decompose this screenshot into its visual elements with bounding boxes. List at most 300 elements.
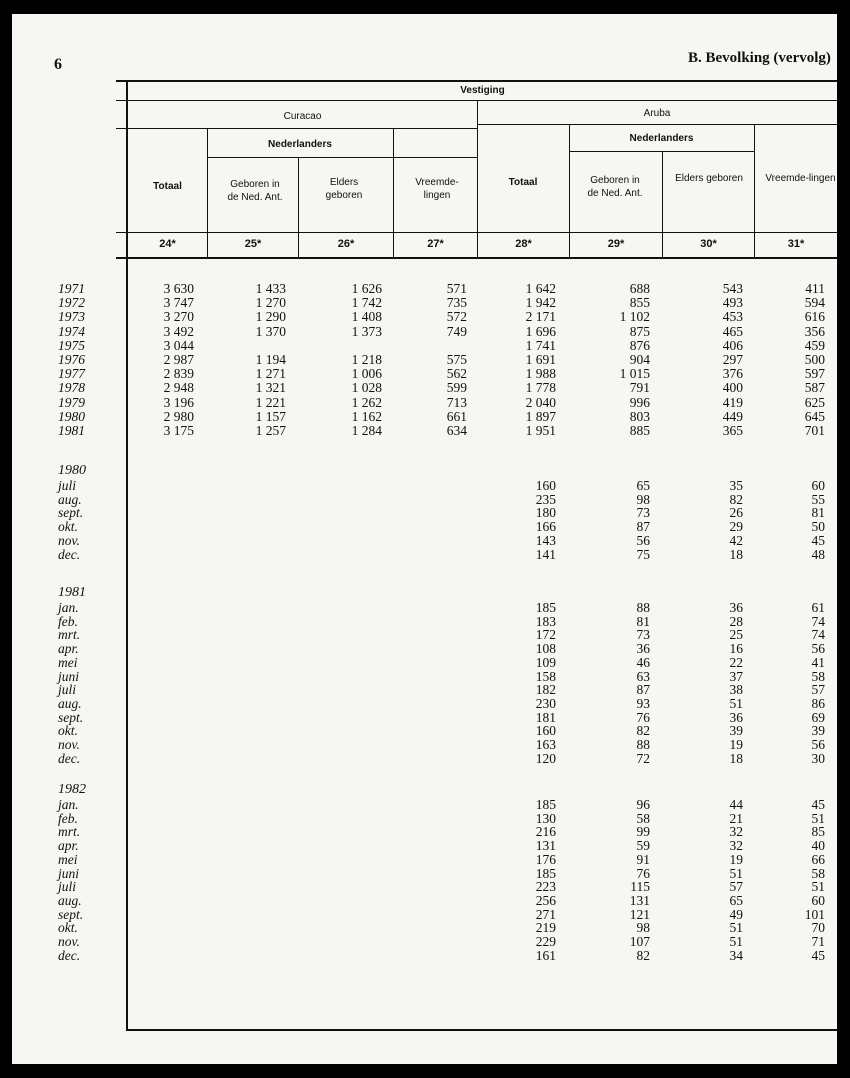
- column-number: 30*: [700, 238, 717, 250]
- curacao-rule: [116, 128, 477, 129]
- table-cell: 22: [729, 654, 743, 670]
- table-cell: 28: [729, 613, 743, 629]
- table-cell: 65: [729, 892, 743, 908]
- table-cell: 141: [535, 546, 556, 562]
- row-label: okt.: [58, 920, 78, 936]
- table-cell: 44: [729, 797, 743, 812]
- table-cell: 56: [636, 532, 650, 548]
- table-cell: 82: [636, 947, 650, 963]
- table-cell: 56: [811, 641, 825, 657]
- table-cell: 3 270: [163, 309, 194, 325]
- table-cell: 39: [729, 723, 743, 739]
- table-row: [12, 825, 837, 839]
- header-geboren-curacao: Geboren in de Ned. Ant.: [227, 179, 283, 203]
- table-cell: 51: [729, 934, 743, 949]
- table-cell: 1 642: [525, 281, 556, 296]
- table-cell: 131: [629, 892, 650, 908]
- table-cell: 219: [535, 920, 556, 936]
- table-cell: 81: [811, 505, 825, 521]
- table-row: [12, 410, 837, 424]
- row-label: nov.: [58, 934, 80, 949]
- section-title: B. Bevolking (vervolg): [688, 50, 831, 66]
- table-cell: 419: [722, 394, 743, 410]
- table-cell: 30: [811, 750, 825, 766]
- table-cell: 45: [811, 532, 825, 548]
- row-label: jan.: [58, 797, 79, 812]
- table-cell: 1 290: [255, 309, 286, 325]
- table-cell: 51: [729, 865, 743, 881]
- table-row: [12, 520, 837, 534]
- table-row: [12, 282, 837, 296]
- column-number: 29*: [607, 238, 625, 250]
- table-cell: 1 270: [255, 295, 286, 311]
- vline-4: [477, 100, 478, 258]
- table-cell: 45: [811, 797, 825, 812]
- table-cell: 904: [629, 352, 650, 367]
- row-label: 1978: [58, 380, 85, 396]
- row-label: sept.: [58, 906, 84, 922]
- row-label: juli: [58, 879, 77, 895]
- table-cell: 571: [446, 281, 467, 296]
- table-cell: 88: [636, 737, 650, 752]
- table-row: [12, 615, 837, 629]
- ned-cur-rule: [207, 157, 477, 158]
- table-cell: 19: [729, 737, 743, 752]
- table-cell: 93: [636, 695, 650, 711]
- table-cell: 185: [535, 865, 556, 881]
- row-label: aug.: [58, 892, 82, 908]
- table-cell: 58: [811, 668, 825, 684]
- table-cell: 51: [729, 695, 743, 711]
- table-row: [12, 534, 837, 548]
- table-cell: 81: [636, 613, 650, 629]
- table-cell: 688: [629, 281, 650, 296]
- row-label: dec.: [58, 947, 81, 963]
- table-row: [12, 752, 837, 766]
- table-cell: 356: [804, 323, 825, 339]
- table-cell: 2 980: [163, 408, 194, 424]
- table-cell: 120: [535, 750, 556, 766]
- table-cell: 32: [729, 838, 743, 854]
- header-curacao: Curacao: [283, 111, 322, 122]
- row-label: aug.: [58, 491, 82, 507]
- table-row: [12, 506, 837, 520]
- row-label: dec.: [58, 546, 81, 562]
- table-row: [12, 853, 837, 867]
- table-cell: 96: [636, 797, 650, 812]
- table-cell: 1 897: [525, 408, 556, 424]
- table-row: [12, 894, 837, 908]
- table-row: [12, 812, 837, 826]
- table-cell: 1 373: [351, 323, 382, 339]
- table-cell: 1 370: [255, 323, 286, 339]
- block-year: 1981: [58, 585, 86, 600]
- table-cell: 29: [729, 519, 743, 535]
- table-cell: 365: [722, 423, 743, 438]
- table-cell: 235: [535, 491, 556, 507]
- table-cell: 121: [629, 906, 650, 922]
- table-cell: 51: [811, 810, 825, 826]
- table-cell: 57: [729, 879, 743, 895]
- table-row: [12, 935, 837, 949]
- table-cell: 40: [811, 838, 825, 854]
- row-label: juli: [58, 478, 77, 493]
- table-cell: 107: [629, 934, 650, 949]
- table-cell: 166: [535, 519, 556, 535]
- table-cell: 701: [804, 423, 825, 438]
- table-cell: 575: [446, 352, 467, 367]
- table-cell: 115: [630, 879, 650, 895]
- table-cell: 855: [629, 295, 650, 311]
- row-label: 1972: [58, 295, 85, 311]
- row-label: 1974: [58, 323, 85, 339]
- table-row: [12, 656, 837, 670]
- table-cell: 74: [811, 613, 825, 629]
- row-label: feb.: [58, 810, 78, 826]
- table-row: [12, 683, 837, 697]
- table-row: [12, 908, 837, 922]
- column-number: 28*: [515, 238, 532, 250]
- row-label: mei: [58, 851, 78, 867]
- table-row: [12, 711, 837, 725]
- table-cell: 130: [535, 810, 556, 826]
- header-totaal-curacao: Totaal: [153, 181, 182, 192]
- table-row: [12, 310, 837, 324]
- table-cell: 1 951: [525, 423, 556, 438]
- table-cell: 131: [535, 838, 556, 854]
- table-cell: 51: [729, 920, 743, 936]
- table-cell: 599: [446, 380, 467, 396]
- table-cell: 1 162: [351, 408, 382, 424]
- row-label: sept.: [58, 709, 84, 725]
- table-cell: 803: [629, 408, 650, 424]
- row-label: nov.: [58, 737, 80, 752]
- table-cell: 1 742: [351, 295, 382, 311]
- row-label: mrt.: [58, 627, 81, 643]
- table-cell: 87: [636, 519, 650, 535]
- table-cell: 61: [811, 600, 825, 615]
- table-cell: 597: [804, 366, 825, 382]
- row-label: juli: [58, 682, 77, 698]
- table-cell: 73: [636, 627, 650, 643]
- table-cell: 1 221: [255, 394, 286, 410]
- table-cell: 85: [811, 824, 825, 840]
- table-cell: 98: [636, 491, 650, 507]
- table-row: [12, 424, 837, 438]
- table-cell: 82: [636, 723, 650, 739]
- table-cell: 185: [535, 600, 556, 615]
- table-row: [12, 628, 837, 642]
- table-cell: 2 839: [163, 366, 194, 382]
- table-cell: 63: [636, 668, 650, 684]
- table-cell: 55: [811, 491, 825, 507]
- table-row: [12, 738, 837, 752]
- table-cell: 1 271: [255, 366, 286, 382]
- row-label: jan.: [58, 600, 79, 615]
- table-cell: 25: [729, 627, 743, 643]
- table-cell: 71: [811, 934, 825, 949]
- header-geboren-aruba: Geboren in de Ned. Ant.: [587, 175, 643, 199]
- table-cell: 2 171: [525, 309, 556, 325]
- table-row: [12, 880, 837, 894]
- table-cell: 459: [804, 337, 825, 353]
- table-cell: 160: [535, 478, 556, 493]
- table-cell: 41: [811, 654, 825, 670]
- table-row: [12, 798, 837, 812]
- row-label: juni: [58, 865, 80, 881]
- header-totaal-aruba: Totaal: [508, 177, 538, 188]
- table-cell: 230: [535, 695, 556, 711]
- table-cell: 35: [729, 478, 743, 493]
- table-bottom-rule: [126, 1029, 837, 1031]
- table-cell: 158: [535, 668, 556, 684]
- row-label: 1971: [58, 281, 85, 296]
- table-cell: 39: [811, 723, 825, 739]
- table-cell: 48: [811, 546, 825, 562]
- table-cell: 74: [811, 627, 825, 643]
- table-cell: 176: [535, 851, 556, 867]
- table-row: [12, 381, 837, 395]
- table-cell: 543: [722, 281, 743, 296]
- table-cell: 449: [722, 408, 743, 424]
- table-cell: 57: [811, 682, 825, 698]
- table-cell: 50: [811, 519, 825, 535]
- table-cell: 1 988: [525, 366, 556, 382]
- row-label: feb.: [58, 613, 78, 629]
- table-cell: 76: [636, 709, 650, 725]
- table-cell: 1 433: [255, 281, 286, 296]
- table-cell: 3 196: [163, 394, 194, 410]
- header-nederlanders-aruba: Nederlanders: [629, 133, 694, 144]
- table-cell: 46: [636, 654, 650, 670]
- column-number: 25*: [244, 238, 262, 250]
- row-label: juni: [58, 668, 80, 684]
- row-label: 1973: [58, 309, 85, 325]
- header-vreemdelingen-curacao: Vreemde-lingen: [415, 177, 459, 201]
- row-label: mrt.: [58, 824, 81, 840]
- table-cell: 634: [446, 423, 467, 438]
- table-cell: 1 321: [255, 380, 286, 396]
- row-label: 1975: [58, 337, 85, 353]
- table-cell: 1 696: [525, 323, 556, 339]
- table-row: [12, 296, 837, 310]
- row-label: dec.: [58, 750, 81, 766]
- table-cell: 229: [535, 934, 556, 949]
- table-cell: 1 942: [525, 295, 556, 311]
- table-cell: 256: [535, 892, 556, 908]
- table-row: [12, 396, 837, 410]
- column-number: 24*: [159, 238, 176, 250]
- table-cell: 594: [804, 295, 825, 311]
- table-cell: 500: [804, 352, 825, 367]
- table-cell: 58: [636, 810, 650, 826]
- table-cell: 875: [629, 323, 650, 339]
- table-cell: 108: [535, 641, 556, 657]
- table-row: [12, 642, 837, 656]
- table-cell: 996: [629, 394, 650, 410]
- table-cell: 1 006: [351, 366, 382, 382]
- table-cell: 45: [811, 947, 825, 963]
- table-cell: 58: [811, 865, 825, 881]
- table-cell: 1 194: [255, 352, 286, 367]
- table-row: [12, 601, 837, 615]
- table-cell: 37: [729, 668, 743, 684]
- table-cell: 3 630: [163, 281, 194, 296]
- row-label: 1979: [58, 394, 85, 410]
- table-cell: 172: [535, 627, 556, 643]
- table-cell: 99: [636, 824, 650, 840]
- table-cell: 32: [729, 824, 743, 840]
- table-cell: 1 691: [525, 352, 556, 367]
- table-cell: 376: [722, 366, 743, 382]
- table-cell: 163: [535, 737, 556, 752]
- table-cell: 400: [722, 380, 743, 396]
- page-number: 6: [54, 56, 62, 73]
- table-cell: 75: [636, 546, 650, 562]
- table-cell: 2 987: [163, 352, 194, 367]
- table-row: [12, 724, 837, 738]
- table-cell: 1 028: [351, 380, 382, 396]
- table-cell: 216: [535, 824, 556, 840]
- row-label: 1980: [58, 408, 85, 424]
- table-cell: 1 626: [351, 281, 382, 296]
- table-row: [12, 367, 837, 381]
- table-cell: 19: [729, 851, 743, 867]
- row-label: 1976: [58, 352, 85, 367]
- aruba-rule: [477, 124, 837, 125]
- table-cell: 3 175: [163, 423, 194, 438]
- row-label: okt.: [58, 723, 78, 739]
- table-cell: 18: [729, 750, 743, 766]
- table-cell: 1 157: [255, 408, 286, 424]
- table-cell: 91: [636, 851, 650, 867]
- document-page: [12, 14, 837, 1064]
- table-cell: 453: [722, 309, 743, 325]
- table-cell: 60: [811, 478, 825, 493]
- table-cell: 616: [804, 309, 825, 325]
- table-row: [12, 839, 837, 853]
- table-cell: 16: [729, 641, 743, 657]
- table-cell: 160: [535, 723, 556, 739]
- table-cell: 87: [636, 682, 650, 698]
- table-row: [12, 479, 837, 493]
- table-cell: 183: [535, 613, 556, 629]
- table-cell: 1 015: [619, 366, 650, 382]
- header-elders-curacao: Elders geboren: [325, 177, 363, 201]
- table-cell: 1 257: [255, 423, 286, 438]
- table-cell: 42: [729, 532, 743, 548]
- table-cell: 73: [636, 505, 650, 521]
- table-cell: 735: [446, 295, 467, 311]
- table-row: [12, 949, 837, 963]
- table-cell: 297: [722, 352, 743, 367]
- row-label: apr.: [58, 641, 79, 657]
- table-cell: 791: [629, 380, 650, 396]
- header-vreemdelingen-aruba: Vreemde-lingen: [765, 173, 836, 184]
- table-cell: 36: [729, 709, 743, 725]
- row-label: 1981: [58, 423, 85, 438]
- table-top-rule: [116, 80, 837, 82]
- table-cell: 161: [535, 947, 556, 963]
- table-cell: 143: [535, 532, 556, 548]
- column-number: 27*: [427, 238, 444, 250]
- table-cell: 1 262: [351, 394, 382, 410]
- table-cell: 1 218: [351, 352, 382, 367]
- table-cell: 101: [804, 906, 825, 922]
- table-cell: 1 102: [619, 309, 650, 325]
- table-row: [12, 353, 837, 367]
- table-cell: 493: [722, 295, 743, 311]
- table-cell: 1 284: [351, 423, 382, 438]
- table-cell: 572: [446, 309, 467, 325]
- header-vestiging: Vestiging: [460, 85, 505, 96]
- table-cell: 38: [729, 682, 743, 698]
- header-elders-aruba: Elders geboren: [675, 173, 743, 184]
- row-label: 1977: [58, 366, 85, 382]
- table-cell: 86: [811, 695, 825, 711]
- column-number: 26*: [337, 238, 355, 250]
- table-cell: 645: [804, 408, 825, 424]
- table-cell: 406: [722, 337, 743, 353]
- table-cell: 1 741: [525, 337, 556, 353]
- table-cell: 587: [804, 380, 825, 396]
- row-label: apr.: [58, 838, 79, 854]
- table-cell: 88: [636, 600, 650, 615]
- table-row: [12, 493, 837, 507]
- table-cell: 2 948: [163, 380, 194, 396]
- table-row: [12, 670, 837, 684]
- table-cell: 876: [629, 337, 650, 353]
- table-cell: 3 044: [163, 337, 194, 353]
- table-row: [12, 921, 837, 935]
- table-cell: 749: [446, 323, 467, 339]
- table-cell: 713: [446, 394, 467, 410]
- table-row: [12, 867, 837, 881]
- table-cell: 185: [535, 797, 556, 812]
- table-cell: 60: [811, 892, 825, 908]
- block-year: 1980: [58, 463, 86, 478]
- table-cell: 885: [629, 423, 650, 438]
- table-row: [12, 548, 837, 562]
- table-cell: 69: [811, 709, 825, 725]
- column-number: 31*: [787, 238, 805, 250]
- table-cell: 181: [535, 709, 556, 725]
- table-cell: 59: [636, 838, 650, 854]
- table-row: [12, 339, 837, 353]
- table-cell: 2 040: [525, 394, 556, 410]
- table-cell: 51: [811, 879, 825, 895]
- table-cell: 34: [729, 947, 743, 963]
- table-row: [12, 697, 837, 711]
- table-cell: 109: [535, 654, 556, 670]
- table-cell: 36: [636, 641, 650, 657]
- table-cell: 21: [729, 810, 743, 826]
- header-aruba: Aruba: [643, 108, 671, 119]
- table-cell: 1 778: [525, 380, 556, 396]
- block-year: 1982: [58, 782, 86, 797]
- row-label: aug.: [58, 695, 82, 711]
- table-cell: 66: [811, 851, 825, 867]
- table-cell: 3 747: [163, 295, 194, 311]
- table-cell: 70: [811, 920, 825, 936]
- table-cell: 411: [805, 281, 825, 296]
- table-cell: 3 492: [163, 323, 194, 339]
- row-label: nov.: [58, 532, 80, 548]
- table-cell: 465: [722, 323, 743, 339]
- table-cell: 562: [446, 366, 467, 382]
- table-cell: 49: [729, 906, 743, 922]
- table-cell: 625: [804, 394, 825, 410]
